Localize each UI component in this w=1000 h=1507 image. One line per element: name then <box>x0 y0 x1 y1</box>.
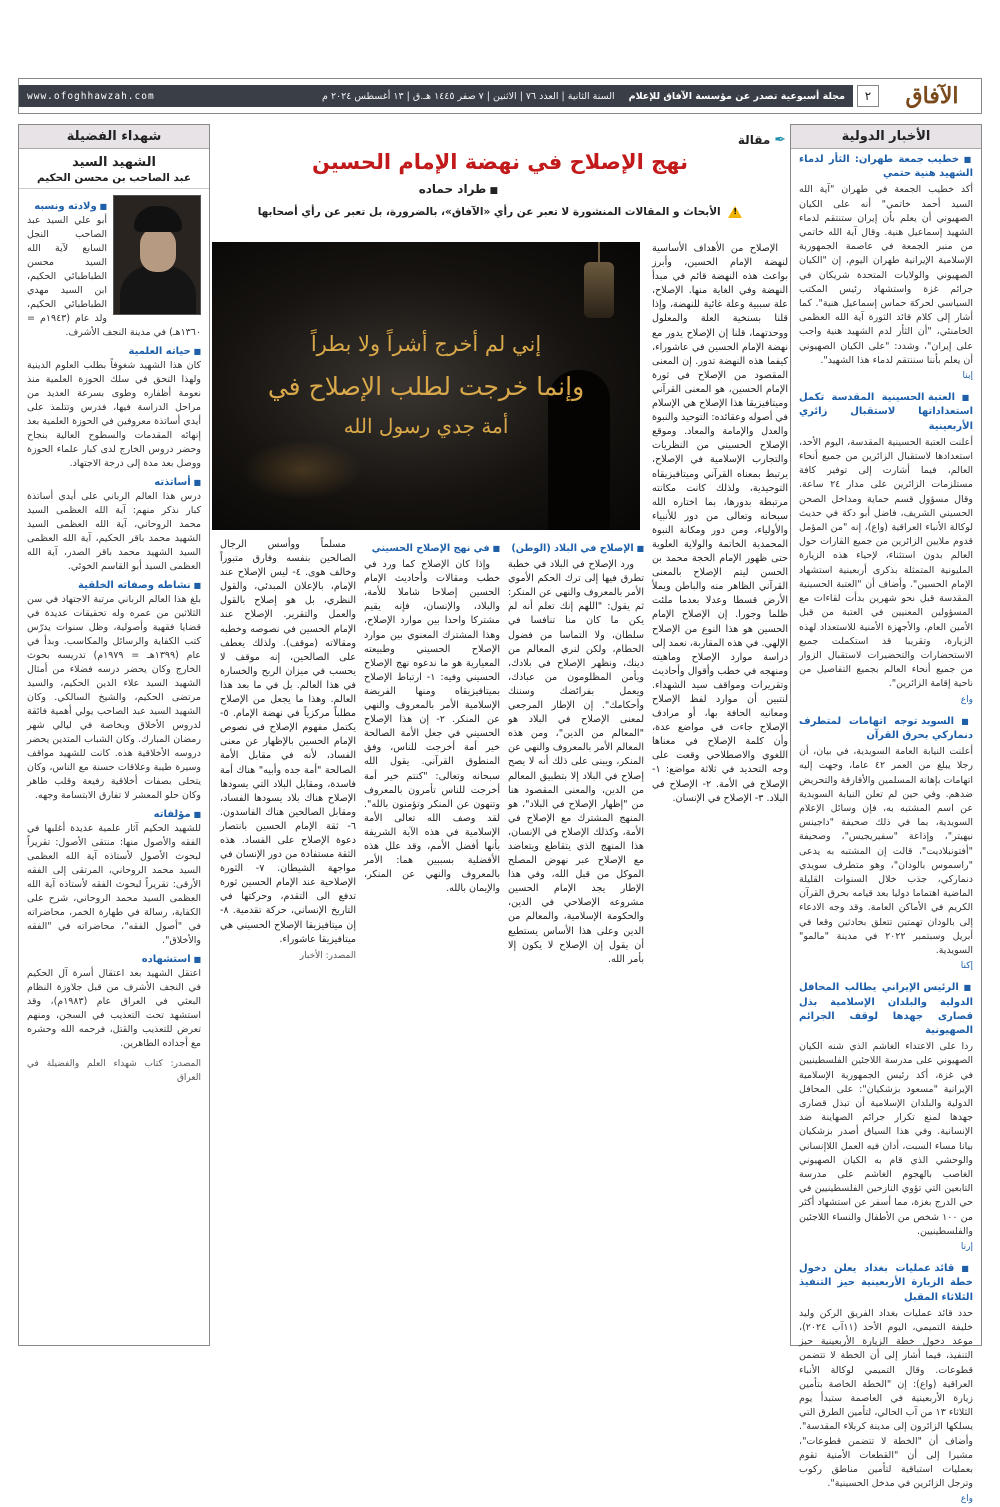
news-item <box>799 981 973 1254</box>
article-column-3 <box>364 538 500 1346</box>
news-item <box>799 391 973 706</box>
quote-line-1: إني لم أخرج أشراً ولا بطراً <box>310 332 542 356</box>
header-band <box>19 85 853 107</box>
biography-section-text: درس هذا العالم الرباني على أيدي أساتذة كبار نذكر منهم: آية الله العظمى السيد محمد الروحاني، آية الله العظمى السيد الشهيد محمد باقر الحكيم، آية الله العظمى السيد الشهيد محمد باقر الصدر، آية الله العظمى السيد أبو القاسم الخوئي. <box>27 491 201 572</box>
biography-section-title: ■ استشهاده <box>27 953 201 967</box>
biography-section-title: ■ أساتذته <box>27 476 201 490</box>
martyrs-column <box>18 124 210 1346</box>
biography-section-text: بلغ هذا العالم الرباني مرتبة الاجتهاد في سن الثلاثين من عمره وله تحقيقات عديدة في قضايا فقهية وأصولية، وظل سنوات يدرّس كتب الكفاية والرسائل والمكاسب. وبدأ في عام (١٣٩٩هـ = ١٩٧٩م) تدريسه بحوث الخارج وكان يحضر درسه فضلاء من أمثال الشهيد السيد علاء الدين الحكيم، والسيد مرتضى الحكيم، والشيخ السالكي. وكان الشهيد السيد عبد الصاحب يولي أهمية فائقة لدروس الأخلاق وبخاصة في ليالي شهر رمضان المبارك. وكان الشباب المتدين يحضر دروسه الأخلاقية هذه. كانت للشهيد مواقف وسيرة طيبة وعلاقات حسنة مع الناس، وكان يتحلى بصفات أخلاقية رفيعة وقلب طاهر وكان حلو المعشر لا تفارق الابتسامة وجهه. <box>27 594 202 801</box>
article-paragraph: ورد الإصلاح في البلاد في خطبة تطرق فيها إلى ترك الحكم الأموي الأمر بالمعروف والنهي عن المنكر: ثم يقول: "اللهم إنك تعلم أنه لم يكن ما كان منا تنافسا في سلطان، ولا التماسا من فضول الحطام، ولكن لنري المعالم من دينك، ونظهر الإصلاح في بلادك، ويأمن المظلومون من عبادك، ويعمل بفرائضك وسننك وأحكامك". إن الإطار المرجعي لمعنى الإصلاح في البلاد هو "المعالم من الدين"، ومن هذه المعالم الأمر بالمعروف والنهي عن المنكر، ويبنى على ذلك أنه لا يصح إصلاح في البلاد إلا بتطبيق المعالم من الدين، والمعنى المقصود هنا من "إظهار الإصلاح في البلاد"، هو المنهج المشترك مع الإصلاح في الأمة، وكذلك الإصلاح في الإنسان، هذا المنهج الذي يتقاطع ويتعاضد مع الإصلاح عبر نهوض المصلح الموكل من قبل الله، وفي هذا الإطار يجد الإمام الحسين مشروعه الإصلاحي في الدين، والحكومة الإسلامية، والمعالم من الدين وعلى هذا الأساس يستطيع أن يقول إن الإصلاح لا يكون إلا بأمر الله. <box>508 559 644 965</box>
news-source: إرنا <box>960 1242 973 1253</box>
header-tagline: مجلة أسبوعية تصدر عن مؤسسة الآفاق للإعلام <box>628 90 845 102</box>
martyrs-column-heading: شهداء الفضيلة <box>19 125 209 149</box>
page-header <box>18 78 982 114</box>
biography-section-title: ■ مؤلفاته <box>27 808 201 822</box>
martyr-biography <box>19 189 209 1091</box>
lantern-icon <box>584 262 614 318</box>
article-paragraph: مسلماً ووأسس الرجال الصالحين بنفسه وفارق متبوراً وخالف هوى. ٤- ليس الإصلاح عند الإمام، بالإعلان المبدئي، والقول النظري، بل هو إصلاح بالقول والعمل والتقرير. الإصلاح عند الإمام الحسين في نصوصه وخطبه ومقالاته (موقف). ولذلك يعطف على الصالحين، إنه موقف لا يحسب في ميزان الربح والخسارة في هذا العالم. بل في ما بعد هذا العالم. وهذا ما يجعل من الإصلاح مطلباً مركزياً في نهضة الإمام. ٥- يكتمل مفهوم الإصلاح في نصوص الإمام الحسين بالإظهار عن معنى الفساد، لأنه في مقابل الأمة الصالحة "أمة جده وأبيه" هناك أمة فاسدة، ومقابل البلاد التي يسودها الإصلاح هناك بلاد يسودها الفساد، ومقابل الصالحين هناك الفاسدون. ٦- ثقة الإمام الحسين بانتصار دعوة الإصلاح على الفساد. هذه الثقة مستفادة من دور الإنسان في مواجهة الشيطان. ٧- الثورة الإصلاحية عند الإمام الحسين ثورة تدفع الى التقدم، وحركتها في التاريخ الإنساني، حركة تقدمية. ٨- إن ميتافيزيقا الإصلاح الحسيني هي ميتافيزيقا عاشوراء. <box>220 539 356 945</box>
news-column-heading: الأخبار الدولية <box>791 125 981 149</box>
martyr-title: الشهيد السيد <box>72 155 156 170</box>
news-source: واع <box>960 694 973 705</box>
subheading-reform-approach: ■ في نهج الإصلاح الحسيني <box>364 542 500 556</box>
news-item <box>799 715 973 974</box>
news-body: ردا على الاعتداء الغاشم الذي شنه الكيان الصهيوني على مدرسة اللاجئين الفلسطينيين في غزة، أكد رئيس الجمهورية الإسلامية الإيرانية "مسعود بزشكيان": على المحافل الدولية والبلدان الإسلامية أن تبذل قصارى جهدها لمنع تكرار جرائم الصهاينة ضد الإنسانية. وفي هذا السياق أصدر بزشكيان بيانا مساء السبت، أدان فيه العمل اللاإنساني والوحشي الذي قام به الكيان الصهيوني الغاصب بالهجوم الغاشم على مدرسة التابعين التي تؤوي النازحين الفلسطينيين في حي الدرج بغزة، مما أسفر عن استشهاد أكثر من ١٠٠ شخص من الأطفال والنساء اللاجئين والفلسطينيين. <box>799 1041 973 1237</box>
article-area <box>212 124 788 1346</box>
article-body <box>212 242 788 1346</box>
logo-text: الآفاق <box>905 83 959 109</box>
news-title[interactable]: ■ خطيب جمعة طهران: الثأر لدماء الشهيد هنية حتمي <box>799 153 973 181</box>
news-title[interactable]: ■ السويد توجه اتهامات لمتطرف دنماركي بحرق القرآن <box>799 715 973 743</box>
warning-icon <box>728 206 742 218</box>
news-title[interactable]: ■ العتبة الحسينية المقدسة تكمل استعداداتها لاستقبال زائري الأربعينية <box>799 391 973 434</box>
biography-section-text: للشهيد الحكيم آثار علمية عديدة أغلبها في الفقه والأصول منها: منتقى الأصول: تقريراً لبحوث الأصول لأستاذه آية الله العظمى السيد محمد الروحاني، المرتقى إلى الفقه الأرقى: تقريراً لبحوث الفقه لأستاذه آية الله العظمى السيد محمد الروحاني، شرح على الكفاية، رسالة في طهارة الخمر، محاضراته في "أصول الفقه"، محاضراته في "الفقه والأخلاق". <box>27 823 201 946</box>
portrait-icon <box>113 195 201 315</box>
martyr-full-name: عبد الصاحب بن محسن الحكيم <box>19 172 209 189</box>
international-news-column <box>790 124 982 1505</box>
subheading-reform-country: ■ الإصلاح في البلاد (الوطن) <box>508 542 644 556</box>
article-title: نهج الإصلاح في نهضة الإمام الحسين <box>312 150 688 174</box>
biography-section-text: اعتقل الشهيد بعد اعتقال أسرة آل الحكيم في النجف الأشرف من قبل جلاوزة النظام البعثي في العراق عام (١٩٨٣م)، وقد استشهد تحت التعذيب في السجن، ومنهم تعرض للتعذيب والقتل، فرحمه الله وحشره مع أجداده الطاهرين. <box>27 968 201 1049</box>
issue-info: السنة الثانية | العدد ٧٦ | الاثنين | ٧ صفر ١٤٤٥ هـ.ق | ١٣ أغسطس ٢٠٢٤ م <box>322 90 615 102</box>
news-body: أعلنت النيابة العامة السويدية، في بيان، أن رجلا يبلغ من العمر ٤٢ عاما، وجهت إليه اتهامات بإهانة المسلمين والأفارقة والتحريض ضدهم. وفي حين لم تعلن النيابة السويدية عن اسم المشتبه به، فإن وسائل الإعلام السويدية، بما في ذلك صحيفة "داجينس نيهيتر"، وإذاعة "سفيريجيس"، وصحيفة "أفتونبلاديت"، قالت إن المشتبه به يدعى "راسموس بالودان"، وهو متطرف سويدي دنماركي، جذب خلال السنوات القليلة الماضية اهتماما دوليا بعد قيامه بحرق القرآن الكريم في الأماكن العامة. وقد وجه الادعاء إلى بالودان تهمتين تتعلق بحادثين وقعا في أبريل وسبتمبر ٢٠٢٢ في مدينة "مالمو" السويدية. <box>799 746 973 956</box>
news-title[interactable]: ■ الرئيس الإيراني يطالب المحافل الدولية والبلدان الإسلامية بذل قصارى جهدها لوقف الجرائم الصهيونية <box>799 981 973 1038</box>
news-item <box>799 1262 973 1506</box>
news-item <box>799 153 973 383</box>
page-number: ٢ <box>857 85 879 107</box>
biography-section-text: أبو علي السيد عبد الصاحب النجل السابع لآية الله السيد محسن الطباطبائي الحكيم، ابن السيد مهدي الطباطبائي الحكيم، ولد عام (١٩٤٣م = ١٣٦٠هـ) في مدينة النجف الأشرف. <box>27 215 201 338</box>
biography-section-text: كان هذا الشهيد شغوفاً بطلب العلوم الدينية ولهذا التحق في سلك الحوزة العلمية منذ نعومة أظفاره وطوى بسرعة العديد من مراحل الدراسة فيها، فدرس وتتلمذ على أيدي أساتذة معروفين في الحوزة العلمية بعد إنهائه المقدمات والسطوح العالية بنجاح وحضر دروس الخارج لدى كبار علماء الحوزة ووصل بعد مدة إلى درجة الاجتهاد. <box>27 360 201 469</box>
biography-source: المصدر: كتاب شهداء العلم والفضيلة في العراق <box>27 1059 201 1083</box>
biography-section-title: ■ ولادته ونسبه <box>27 200 201 214</box>
biography-section-title: ■ حياته العلمية <box>27 345 201 359</box>
article-author: ■ طراد حماده <box>419 182 498 196</box>
article-column-2 <box>508 538 644 1346</box>
news-body: أعلنت العتبة الحسينية المقدسة، اليوم الأحد، استعدادها لاستقبال الزائرين من جميع أنحاء العالم، فيما أشارت إلى توفير كافة مستلزمات الزائرين على مدار ٢٤ ساعة. وقال مسؤول قسم حماية ومداخل الصحن الحسيني الشريف، فاضل أبو دكة في حديث لوكالة الأنباء العراقية (واع)، إنه "من المؤمل قدوم ملايين الزائرين من جميع القارات حول العالم بدون استثناء، لإحياء هذه الزيارة المليونية المتمثلة بذكرى أربعينية استشهاد الإمام الحسين". وأضاف أن "العتبة الحسينية المقدسة قبل نحو شهرين بدأت لقاءات مع المسؤولين المعنيين في العتبة من قبل الأمين العام، والأجهزة الأمنية للاستعداد لهذه الزيارة، وتقريبا قد استكملت جميع الاستحضارات والتحضيرات لاستقبال الزوار من جميع أنحاء العالم بجميع التفاصيل من ناحية إقامة الزائرين". <box>799 436 973 690</box>
masthead-logo[interactable] <box>883 79 981 113</box>
news-source: واع <box>960 1494 973 1505</box>
quote-line-3: أمة جدي رسول الله <box>343 414 509 438</box>
section-label: ✒ مقالة <box>737 132 786 148</box>
article-disclaimer: ! الأبحاث و المقالات المنشورة لا تعبر عن رأي «الآفاق»، بالضرورة، بل تعبر عن رأي أصحابها <box>212 206 788 218</box>
news-body: أكد خطيب الجمعة في طهران "آية الله السيد أحمد خاتمي" أنه على الكيان الصهيوني أن يعلم بأن إيران ستنتقم لدماء الشهيد إسماعيل هنية. وقال آية الله خاتمي من منبر الجمعة في عاصمة الجمهورية الإسلامية الإيرانية طهران اليوم، إن "الكيان الصهيوني والولايات المتحدة شريكان في جرائم غزة واستشهاد رئيس المكتب السياسي لحركة حماس إسماعيل هنية". كما أشار إلى كلام قائد الثورة آية الله العظمى الخامنئي، "أن الثأر لدم الشهيد هنية واجب على إيران"، وشدد: "على الكيان الصهيوني أن يعلم بأننا سننتقم لدماء هذا الشهيد". <box>799 184 973 366</box>
article-hero-image <box>212 242 640 530</box>
news-list <box>791 149 981 1507</box>
news-source: إبنا <box>962 371 973 382</box>
news-body: حدد قائد عمليات بغداد الفريق الركن وليد خليفة التميمي، اليوم الأحد (١١آب ٢٠٢٤)، موعد دخول خطة الزيارة الأربعينية حيز التنفيذ، فيما أشار إلى أن الخطة لا تتضمن قطوعات. وقال التميمي لوكالة الأنباء العراقية (واع): إن "الخطة الخاصة بتأمين زيارة الأربعينية في العاصمة ستبدأ يوم الثلاثاء ١٣ من آب الحالي، لتأمين الطرق التي يسلكها الزائرون إلى مدينة كربلاء المقدسة". وأضاف أن "الخطة لا تتضمن قطوعات"، مشيرا إلى أن "القطعات الأمنية تقوم بعمليات استباقية لتأمين مناطق ركوب وترجل الزائرين في مدخل الحسينية". <box>799 1307 973 1490</box>
website-url[interactable]: www.ofoghhawzah.com <box>27 90 155 102</box>
news-title[interactable]: ■ قائد عمليات بغداد يعلن دخول خطة الزيارة الأربعينية حيز التنفيذ الثلاثاء المقبل <box>799 1262 973 1305</box>
article-paragraph: الإصلاح من الأهداف الأساسية لنهضة الإمام الحسين، وأبرز بواعث هذه النهضة قائم في مبدأ النهضة وفي الغاية منها. الإصلاح، علة سببية وعلة غائية للنهضة، وإذا قلنا بسنخية العلة والمعلول ووحدتهما، قلنا إن الإصلاح يدور مع نهضة الإمام الحسين في عاشوراء، كيفما هذه النهضة تدور. إن المعنى المقصود من الإصلاح في ثورة الإمام الحسين، هو المعنى القرآني وميتافيزيقا هذا الإصلاح هي الإسلام في أصوله وعقائده: التوحيد والنبوة والعدل والإمامة والمعاد. وموقع الإصلاح الحسيني من النظريات والتجارب الإسلامية في الإصلاح، يرتبط بمعناه القرآني وميتافيزيقاه التوحيدية، ولذلك كانت مكانته مرتبطة بدورها، بما اختاره الله سبحانه وتعالى من دور للأنبياء والأولياء، ومن دور ومكانة النبوة المحمدية الخاتمة والولاية العلوية حتى ظهور الإمام الحجة محمد بن الحسن ليتم الإصلاح بالمعنى القرآني الظاهر منه والباطن ويملأ الأرض قسطا وعدلا بعدما ملئت ظلما وجورا. إن الإصلاح الإمام الحسين هو هذا النوع من الإصلاح الإلهي. في هذه المقاربة، نعمد إلى دراسة موارد الإصلاح وماهيته ومنهجه في خطب وأقوال وأحاديث وتقريرات ومواقف سيد الشهداء. لنتبين أن موارد لفظ الإصلاح ومعانيه الحافة بها، أو مرادف الإصلاح جاءت في مواضع عدة، وأن كلمة الإصلاح في معناها اللغوي والاصطلاحي وقعت على وجه التحديد في ثلاثة مواضع: ١- الإصلاح في الأمة. ٢- الإصلاح في البلاد. ٣- الإصلاح في الإنسان. <box>651 243 788 804</box>
article-paragraph: وإذا كان الإصلاح كما ورد في خطب ومقالات وأحاديث الإمام الحسين إصلاحا شاملا للأمة، والبلاد، والإنسان، فإنه يقيم مشتركا واحدا بين موارد الإصلاح، وهذا المشترك المعنوي بين موارد الإصلاح الحسيني وطبيعته المعيارية هو ما ندعوه نهج الإصلاح الحسيني وفيه: ١- ارتباط الإصلاح بميتافيزيقاه ومنها الفريضة الإسلامية الأمر بالمعروف والنهي عن المنكر. ٢- إن هذا الإصلاح الحسيني في جعل الأمة الصالحة خير أمة أخرجت للناس، وفق المنطوق القرآني. يقول الله سبحانه وتعالى: "كنتم خير أمة أخرجت للناس تأمرون بالمعروف وتنهون عن المنكر وتؤمنون بالله". لقد وصف الله تعالى الأمة الإسلامية في هذه الآية الشريفة بأنها أفضل الأمم، وقد علل هذه الأفضلية بسببين هما: الأمر بالمعروف والنهي عن المنكر، والإيمان بالله. <box>364 559 501 895</box>
article-source: المصدر: الأخبار <box>299 950 356 961</box>
article-column-1 <box>652 242 788 1346</box>
biography-section-title: ■ نشاطه وصفاته الخلقية <box>27 579 201 593</box>
quote-line-2: وإنما خرجت لطلب الإصلاح في <box>267 372 585 401</box>
article-column-4 <box>220 538 356 1346</box>
news-source: إكنا <box>960 961 973 972</box>
feather-pen-icon: ✒ <box>774 132 786 148</box>
